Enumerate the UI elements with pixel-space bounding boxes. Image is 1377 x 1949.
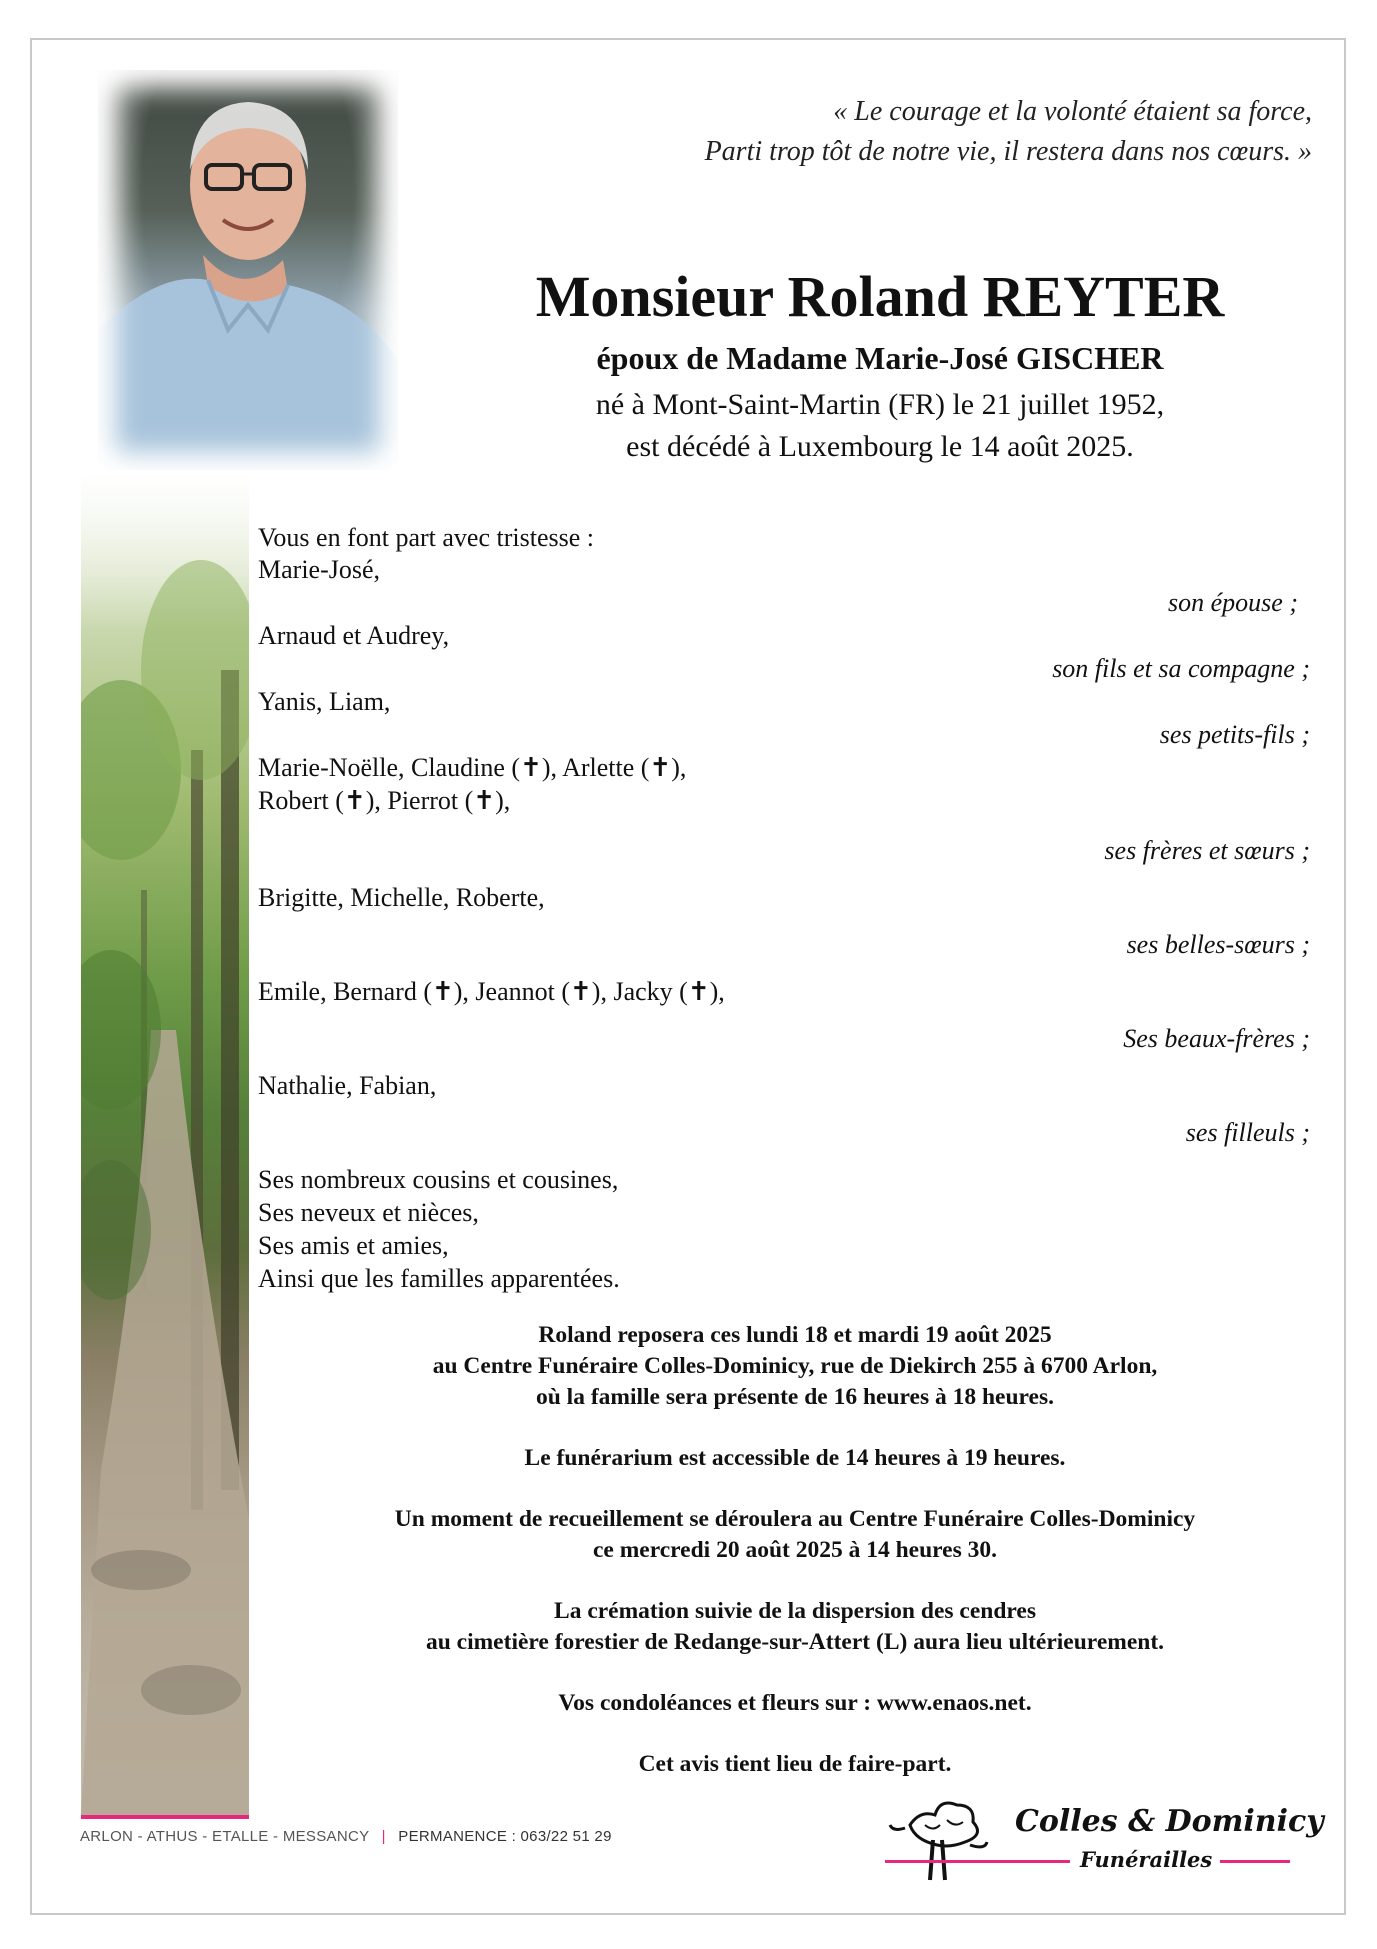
ceremony-paragraph: [250, 1749, 1340, 1780]
logo-underline: [885, 1860, 1070, 1863]
family-relation: ses frères et sœurs ;: [1104, 836, 1310, 865]
ceremony-paragraph: [250, 1320, 1340, 1413]
ceremony-line: au Centre Funéraire Colles-Dominicy, rue de Diekirch 255 à 6700 Arlon,: [432, 1353, 1158, 1379]
family-other: Ses amis et amies,: [258, 1231, 449, 1260]
logo-subtitle: Funérailles: [1080, 1847, 1213, 1872]
quote-line: « Le courage et la volonté étaient sa force,: [833, 96, 1312, 127]
family-names: Brigitte, Michelle, Roberte,: [258, 883, 545, 912]
spouse-line: époux de Madame Marie-José GISCHER: [596, 340, 1164, 376]
funeral-home-logo: [885, 1790, 1324, 1890]
condolences-link[interactable]: Vos condoléances et fleurs sur : www.enaos.net.: [558, 1690, 1032, 1716]
family-names: Marie-Noëlle, Claudine (✝), Arlette (✝),: [258, 753, 687, 782]
family-other: Ainsi que les familles apparentées.: [258, 1264, 620, 1293]
family-relation: ses belles-sœurs ;: [1126, 930, 1310, 959]
ceremony-line: Cet avis tient lieu de faire-part.: [638, 1751, 952, 1777]
forest-path-image: [81, 470, 249, 1815]
footer-info: [80, 1828, 612, 1845]
footer-separator: |: [381, 1828, 386, 1845]
ceremony-line: Roland reposera ces lundi 18 et mardi 19 août 2025: [538, 1322, 1052, 1348]
ceremony-paragraph: [250, 1688, 1340, 1719]
family-intro: Vous en font part avec tristesse :: [258, 523, 594, 552]
birth-line: né à Mont-Saint-Martin (FR) le 21 juillet 1952,: [595, 388, 1165, 421]
logo-underline: [1220, 1860, 1290, 1863]
tree-icon: [885, 1790, 995, 1885]
family-names: Arnaud et Audrey,: [258, 621, 450, 650]
logo-name: Colles & Dominicy: [1015, 1804, 1324, 1839]
memorial-quote: [705, 92, 1312, 172]
accent-bar: [81, 1815, 249, 1819]
portrait-photo: [98, 70, 398, 470]
family-names: Robert (✝), Pierrot (✝),: [258, 786, 511, 815]
family-relation: son fils et sa compagne ;: [1052, 654, 1310, 683]
ceremony-details: [250, 1320, 1340, 1810]
family-names: Nathalie, Fabian,: [258, 1071, 437, 1100]
footer-permanence: PERMANENCE : 063/22 51 29: [398, 1828, 612, 1845]
ceremony-line: Un moment de recueillement se déroulera au Centre Funéraire Colles-Dominicy: [394, 1506, 1196, 1532]
family-names: Marie-José,: [258, 555, 381, 584]
ceremony-paragraph: [250, 1504, 1340, 1566]
quote-line: Parti trop tôt de notre vie, il restera dans nos cœurs. »: [704, 136, 1312, 167]
footer-locations: ARLON - ATHUS - ETALLE - MESSANCY: [80, 1828, 370, 1845]
family-other: Ses neveux et nièces,: [258, 1198, 479, 1227]
death-line: est décédé à Luxembourg le 14 août 2025.: [626, 430, 1134, 463]
family-relation: ses filleuls ;: [1185, 1118, 1310, 1147]
ceremony-line: où la famille sera présente de 16 heures à 18 heures.: [535, 1384, 1055, 1410]
ceremony-paragraph: [250, 1596, 1340, 1658]
family-other: Ses nombreux cousins et cousines,: [258, 1165, 619, 1194]
ceremony-line: La crémation suivie de la dispersion des cendres: [554, 1598, 1036, 1624]
family-relation: son épouse ;: [1168, 588, 1298, 617]
ceremony-line: Le funérarium est accessible de 14 heures à 19 heures.: [524, 1445, 1066, 1471]
ceremony-line: au cimetière forestier de Redange-sur-Attert (L) aura lieu ultérieurement.: [425, 1629, 1165, 1655]
family-relation: Ses beaux-frères ;: [1123, 1024, 1310, 1053]
ceremony-paragraph: [250, 1443, 1340, 1474]
family-names: Yanis, Liam,: [258, 687, 391, 716]
family-names: Emile, Bernard (✝), Jeannot (✝), Jacky (✝),: [258, 977, 725, 1006]
ceremony-line: ce mercredi 20 août 2025 à 14 heures 30.: [592, 1537, 997, 1563]
family-relation: ses petits-fils ;: [1159, 720, 1310, 749]
deceased-name: Monsieur Roland REYTER: [535, 264, 1225, 329]
